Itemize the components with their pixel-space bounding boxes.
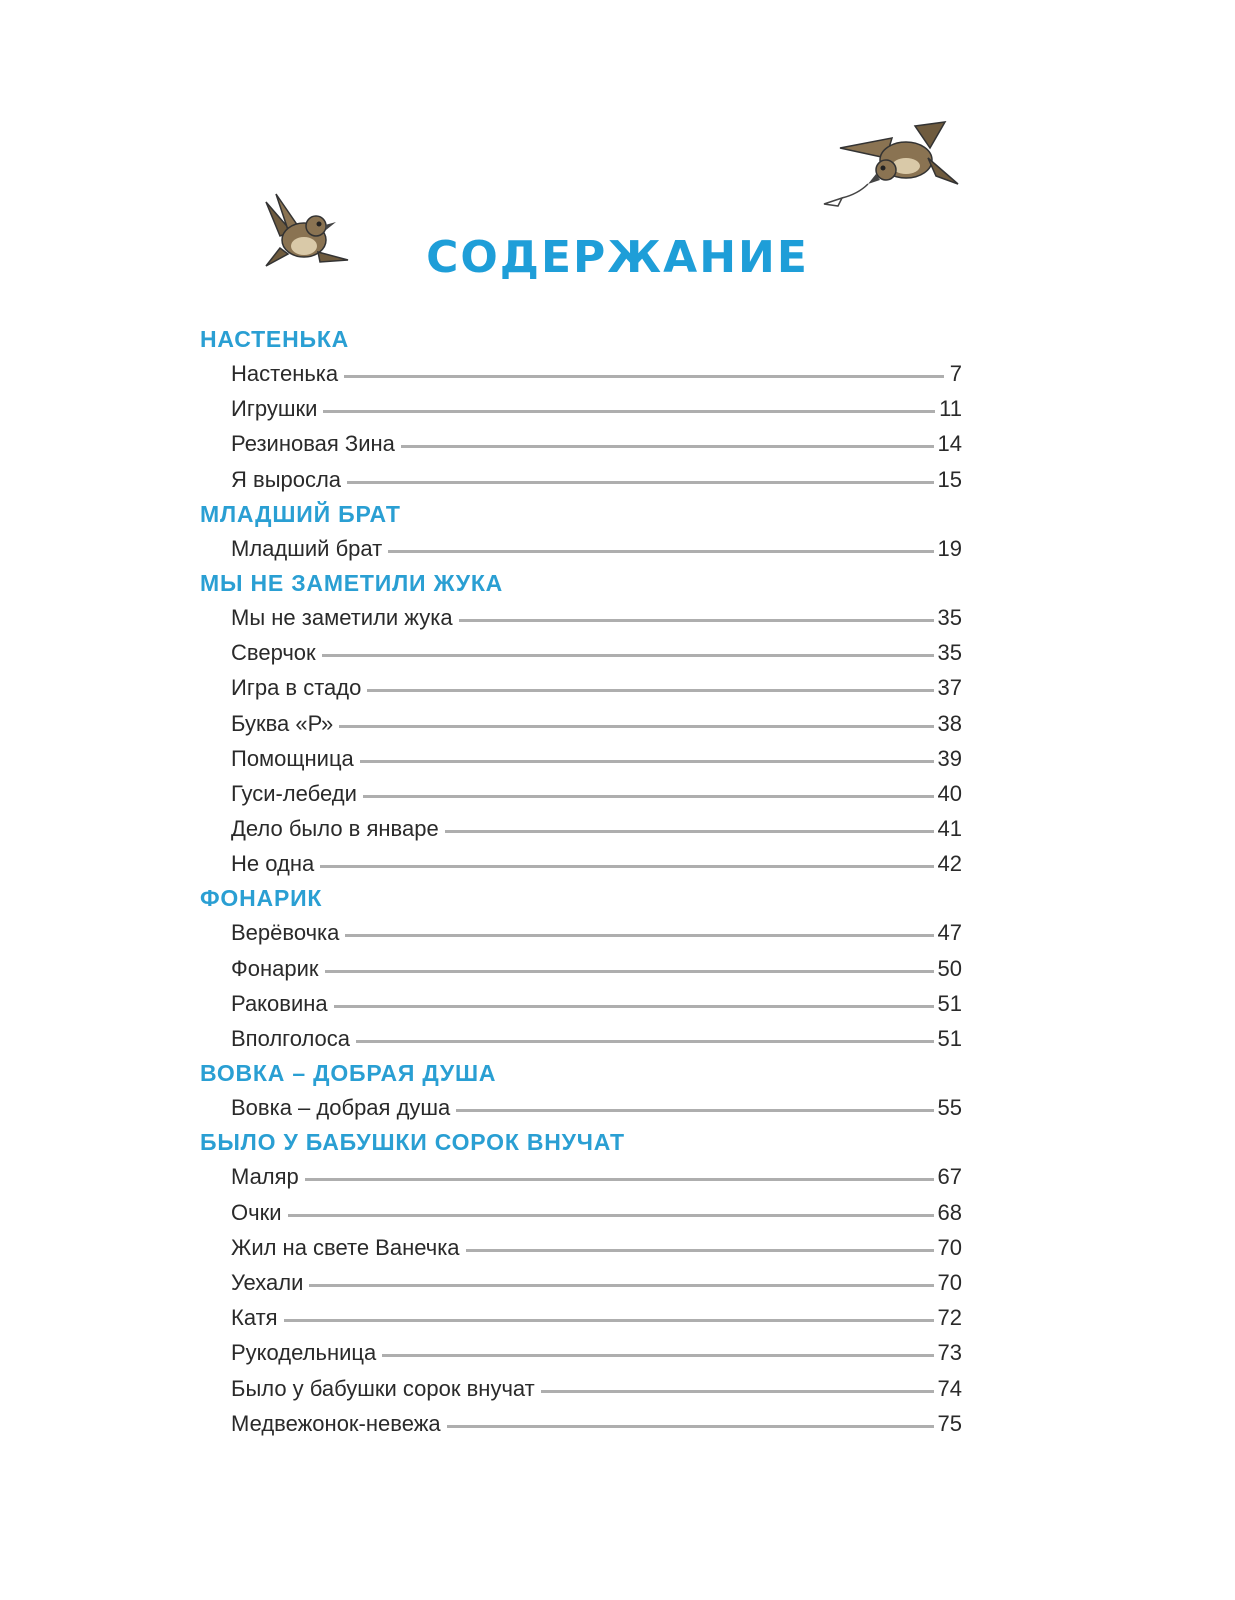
entry-title: Рукодельница xyxy=(231,1340,377,1366)
entry-title: Буква «Р» xyxy=(231,710,334,736)
entry-page-number: 38 xyxy=(937,710,962,736)
toc-entry xyxy=(200,1406,980,1441)
entry-title: Дело было в январе xyxy=(231,816,439,842)
entry-page-number: 11 xyxy=(939,396,962,422)
entry-title: Вполголоса xyxy=(231,1026,351,1051)
entry-page-number: 40 xyxy=(937,780,962,806)
entry-page-number: 68 xyxy=(937,1199,962,1225)
page-title: СОДЕРЖАНИЕ xyxy=(426,232,809,283)
toc-entry xyxy=(200,706,980,741)
section-heading: ВОВКА – ДОБРАЯ ДУША xyxy=(200,1060,497,1087)
dotted-leader xyxy=(305,1178,934,1181)
entry-title: Медвежонок-невежа xyxy=(231,1410,441,1436)
entry-title: Было у бабушки сорок внучат xyxy=(231,1375,535,1401)
toc-entry xyxy=(200,426,980,461)
entry-title: Фонарик xyxy=(231,955,319,981)
dotted-leader xyxy=(456,1109,933,1112)
toc-entry xyxy=(200,462,980,497)
entry-page-number: 42 xyxy=(937,851,962,877)
toc-entry xyxy=(200,776,980,811)
entry-title: Очки xyxy=(231,1199,282,1225)
entry-title: Уехали xyxy=(231,1269,304,1295)
toc-entry xyxy=(200,741,980,776)
entry-page-number: 19 xyxy=(937,535,962,561)
section-heading: БЫЛО У БАБУШКИ СОРОК ВНУЧАТ xyxy=(200,1129,625,1156)
toc-entry xyxy=(200,1021,980,1056)
dotted-leader xyxy=(447,1425,934,1428)
entry-title: Игра в стадо xyxy=(231,675,362,701)
toc-entry xyxy=(200,635,980,670)
section-heading: МЫ НЕ ЗАМЕТИЛИ ЖУКА xyxy=(200,569,504,596)
dotted-leader xyxy=(360,760,934,763)
entry-title: Вовка – добрая душа xyxy=(231,1095,451,1121)
section-heading: НАСТЕНЬКА xyxy=(200,326,350,352)
dotted-leader xyxy=(345,934,933,937)
toc-entry xyxy=(200,356,980,391)
bird-right-illustration xyxy=(820,118,970,218)
dotted-leader xyxy=(401,445,934,448)
dotted-leader xyxy=(388,550,933,553)
dotted-leader xyxy=(367,689,933,692)
dotted-leader xyxy=(284,1319,934,1322)
entry-page-number: 73 xyxy=(937,1340,962,1366)
entry-page-number: 7 xyxy=(949,361,962,386)
dotted-leader xyxy=(322,654,934,657)
dotted-leader xyxy=(363,795,934,798)
dotted-leader xyxy=(541,1390,934,1393)
toc-entry xyxy=(200,391,980,426)
entry-page-number: 67 xyxy=(937,1164,962,1190)
toc-entry xyxy=(200,846,980,881)
entry-title: Мы не заметили жука xyxy=(231,604,453,630)
toc-entry xyxy=(200,600,980,635)
dotted-leader xyxy=(288,1214,934,1217)
entry-title: Резиновая Зина xyxy=(231,431,395,457)
entry-page-number: 51 xyxy=(937,1026,962,1051)
dotted-leader xyxy=(325,970,934,973)
entry-page-number: 14 xyxy=(937,431,962,457)
entry-title: Верёвочка xyxy=(231,920,340,946)
dotted-leader xyxy=(347,481,933,484)
entry-page-number: 47 xyxy=(937,920,962,946)
entry-title: Сверчок xyxy=(231,640,316,666)
toc-entry xyxy=(200,670,980,705)
entry-title: Не одна xyxy=(231,851,315,877)
entry-title: Катя xyxy=(231,1305,278,1331)
entry-title: Я выросла xyxy=(231,466,342,492)
dotted-leader xyxy=(309,1284,933,1287)
toc-entry xyxy=(200,986,980,1021)
entry-title: Жил на свете Ванечка xyxy=(231,1234,460,1260)
toc-entry xyxy=(200,1265,980,1300)
toc-entry xyxy=(200,531,980,566)
toc-entry xyxy=(200,1300,980,1335)
section-heading: МЛАДШИЙ БРАТ xyxy=(200,500,401,527)
entry-page-number: 70 xyxy=(937,1234,962,1260)
entry-title: Маляр xyxy=(231,1164,299,1190)
entry-page-number: 74 xyxy=(937,1375,962,1401)
entry-page-number: 15 xyxy=(937,466,962,492)
entry-page-number: 35 xyxy=(937,604,962,630)
entry-title: Младший брат xyxy=(231,535,383,561)
dotted-leader xyxy=(339,725,933,728)
entry-title: Гуси-лебеди xyxy=(231,780,357,806)
dotted-leader xyxy=(344,375,944,378)
entry-title: Игрушки xyxy=(231,396,318,422)
entry-title: Настенька xyxy=(231,361,339,386)
entry-page-number: 70 xyxy=(937,1269,962,1295)
entry-page-number: 51 xyxy=(937,990,962,1016)
entry-page-number: 39 xyxy=(937,745,962,771)
toc-entry xyxy=(200,1195,980,1230)
entry-page-number: 75 xyxy=(937,1410,962,1436)
toc-entry xyxy=(200,1371,980,1406)
dotted-leader xyxy=(466,1249,934,1252)
dotted-leader xyxy=(382,1354,933,1357)
dotted-leader xyxy=(445,830,934,833)
dotted-leader xyxy=(334,1005,934,1008)
entry-title: Раковина xyxy=(231,990,328,1016)
dotted-leader xyxy=(356,1040,933,1043)
dotted-leader xyxy=(323,410,935,413)
toc-entry xyxy=(200,1230,980,1265)
section-heading: ФОНАРИК xyxy=(200,885,323,912)
entry-page-number: 50 xyxy=(937,955,962,981)
entry-page-number: 35 xyxy=(937,640,962,666)
entry-page-number: 37 xyxy=(937,675,962,701)
toc-entry xyxy=(200,1090,980,1125)
toc-entry xyxy=(200,1335,980,1370)
toc-entry xyxy=(200,811,980,846)
toc-entry xyxy=(200,951,980,986)
toc-entry xyxy=(200,915,980,950)
entry-title: Помощница xyxy=(231,745,354,771)
toc-entry xyxy=(200,1159,980,1194)
dotted-leader xyxy=(320,865,933,868)
dotted-leader xyxy=(459,619,934,622)
table-of-contents xyxy=(200,322,980,1441)
entry-page-number: 72 xyxy=(937,1305,962,1331)
entry-page-number: 55 xyxy=(937,1095,962,1121)
entry-page-number: 41 xyxy=(937,816,962,842)
